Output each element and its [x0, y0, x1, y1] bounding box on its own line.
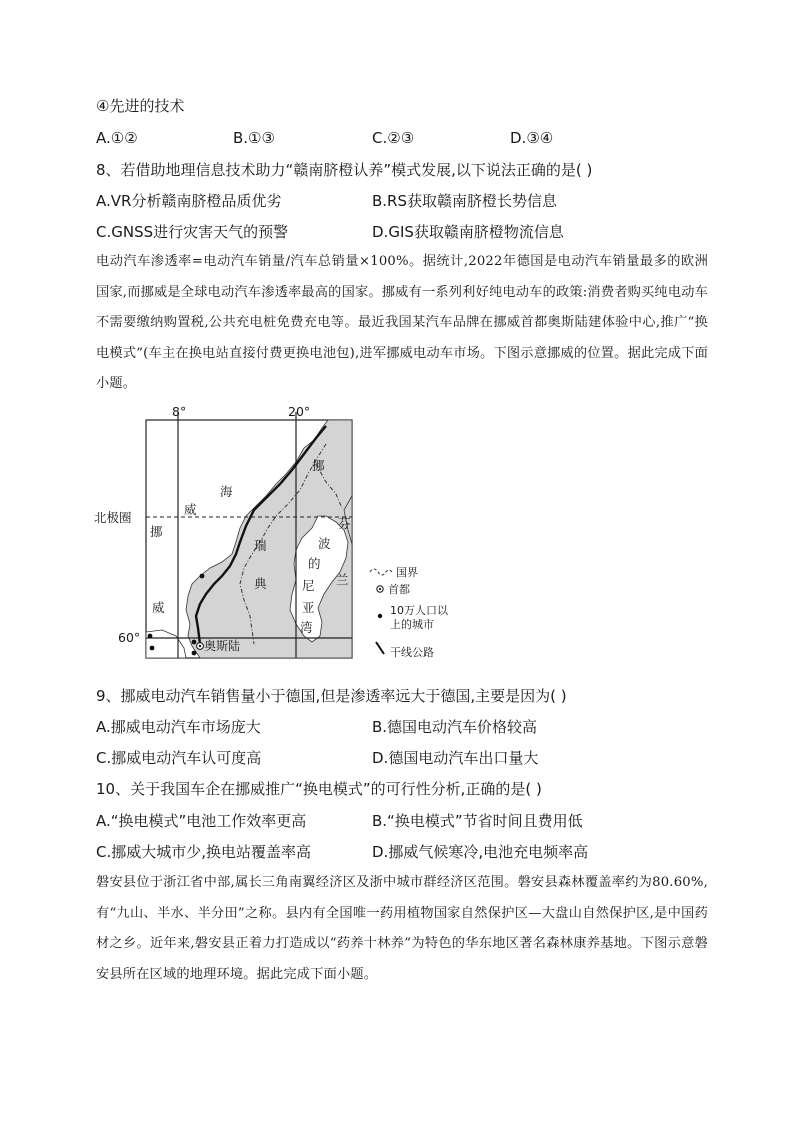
gulf-label-4: 亚 [302, 600, 315, 615]
norway-label-1: 挪 [150, 524, 163, 539]
legend-city-label-1: 10万人口以 [390, 604, 448, 617]
passage-panan [96, 868, 708, 990]
legend-capital-label: 首都 [388, 583, 410, 596]
gulf-label-1: 波 [318, 536, 331, 551]
city-dot [192, 651, 197, 656]
q7-option-a[interactable]: A.①② [96, 129, 138, 147]
legend-city-symbol [378, 614, 382, 618]
q9-option-c[interactable]: C.挪威电动汽车认可度高 [96, 749, 262, 767]
norway-label-top: 挪 [312, 458, 325, 473]
passage-panan-text: 磐安县位于浙江省中部,属长三角南翼经济区及浙中城市群经济区范围。磐安县森林覆盖率约为80.60%,有“九山、半水、半分田”之称。县内有全国唯一药用植物国家自然保护区—大盘山自然保护区,是中国药材之乡。近年来,磐安县正着力打造成以“药养十林养”为特色的华东地区著名森林康养基地。下图示意磐安县所在区域的地理环境。据此完成下面小题。 [96, 875, 708, 982]
gulf-label-2: 的 [308, 556, 321, 571]
capital-label: 奥斯陆 [204, 639, 241, 653]
city-dot [200, 574, 205, 579]
q8-option-c[interactable]: C.GNSS进行灾害天气的预警 [96, 223, 289, 241]
q10-option-c[interactable]: C.挪威大城市少,换电站覆盖率高 [96, 843, 312, 861]
legend-road-symbol [376, 642, 384, 654]
norway-location-map [90, 404, 470, 668]
q9-stem: 9、挪威电动汽车销售量小于德国,但是渗透率远大于德国,主要是因为( ) [96, 687, 567, 705]
sweden-label-2: 典 [254, 576, 267, 591]
q9-option-a[interactable]: A.挪威电动汽车市场庞大 [96, 718, 261, 736]
norway-label-2: 威 [152, 600, 165, 615]
q8-option-d[interactable]: D.GIS获取赣南脐橙物流信息 [372, 223, 564, 241]
legend-border-label: 国界 [396, 566, 418, 579]
q8-option-a[interactable]: A.VR分析赣南脐橙品质优劣 [96, 192, 282, 210]
capital-oslo-dot [199, 645, 201, 647]
arctic-circle-label: 北极圈 [94, 510, 132, 525]
lon-label-8: 8° [172, 404, 187, 419]
q10-option-d[interactable]: D.挪威气候寒冷,电池充电频率高 [372, 843, 589, 861]
city-dot [150, 646, 155, 651]
passage-norway-text: 电动汽车渗透率=电动汽车销量/汽车总销量×100%。据统计,2022年德国是电动汽车销量最多的欧洲国家,而挪威是全球电动汽车渗透率最高的国家。挪威有一系列利好纯电动车的政策:消费者购买纯电动车不需要缴纳购置税,公共充电桩免费充电等。最近我国某汽车品牌在挪威首都奥斯陆建体验中心,推广“换电模式”(车主在换电站直接付费更换电池包),进军挪威电动车市场。下图示意挪威的位置。据此完成下面小题。 [96, 254, 708, 391]
q8-stem: 8、若借助地理信息技术助力“赣南脐橙认养”模式发展,以下说法正确的是( ) [96, 161, 593, 179]
gulf-label-5: 湾 [300, 620, 313, 635]
q7-option-c[interactable]: C.②③ [372, 129, 415, 147]
q10-stem: 10、关于我国车企在挪威推广“换电模式”的可行性分析,正确的是( ) [96, 780, 542, 798]
q8-option-b[interactable]: B.RS获取赣南脐橙长势信息 [372, 192, 558, 210]
q9-option-b[interactable]: B.德国电动汽车价格较高 [372, 718, 538, 736]
passage-norway [96, 247, 708, 400]
sea-label-1: 海 [220, 484, 233, 499]
lat-label-60: 60° [118, 630, 141, 645]
q7-option-d[interactable]: D.③④ [510, 129, 554, 147]
sweden-label-1: 瑞 [254, 538, 267, 553]
q7-option-4-text: ④先进的技术 [96, 97, 185, 115]
sea-label-2: 威 [184, 502, 197, 517]
q10-option-a[interactable]: A.“换电模式”电池工作效率更高 [96, 812, 307, 830]
q7-option-b[interactable]: B.①③ [233, 129, 275, 147]
finland-label-2: 兰 [336, 572, 349, 587]
legend-road-label: 干线公路 [390, 646, 434, 659]
q10-option-b[interactable]: B.“换电模式”节省时间且费用低 [372, 812, 583, 830]
city-dot [148, 634, 153, 639]
gulf-label-3: 尼 [302, 578, 315, 593]
q9-option-d[interactable]: D.德国电动汽车出口量大 [372, 749, 539, 767]
legend-border-symbol [370, 569, 392, 575]
city-dot [192, 640, 197, 645]
lon-label-20: 20° [288, 404, 311, 419]
finland-label-1: 芬 [338, 516, 351, 531]
legend-city-label-2: 上的城市 [390, 618, 434, 631]
legend-capital-dot [379, 588, 381, 590]
